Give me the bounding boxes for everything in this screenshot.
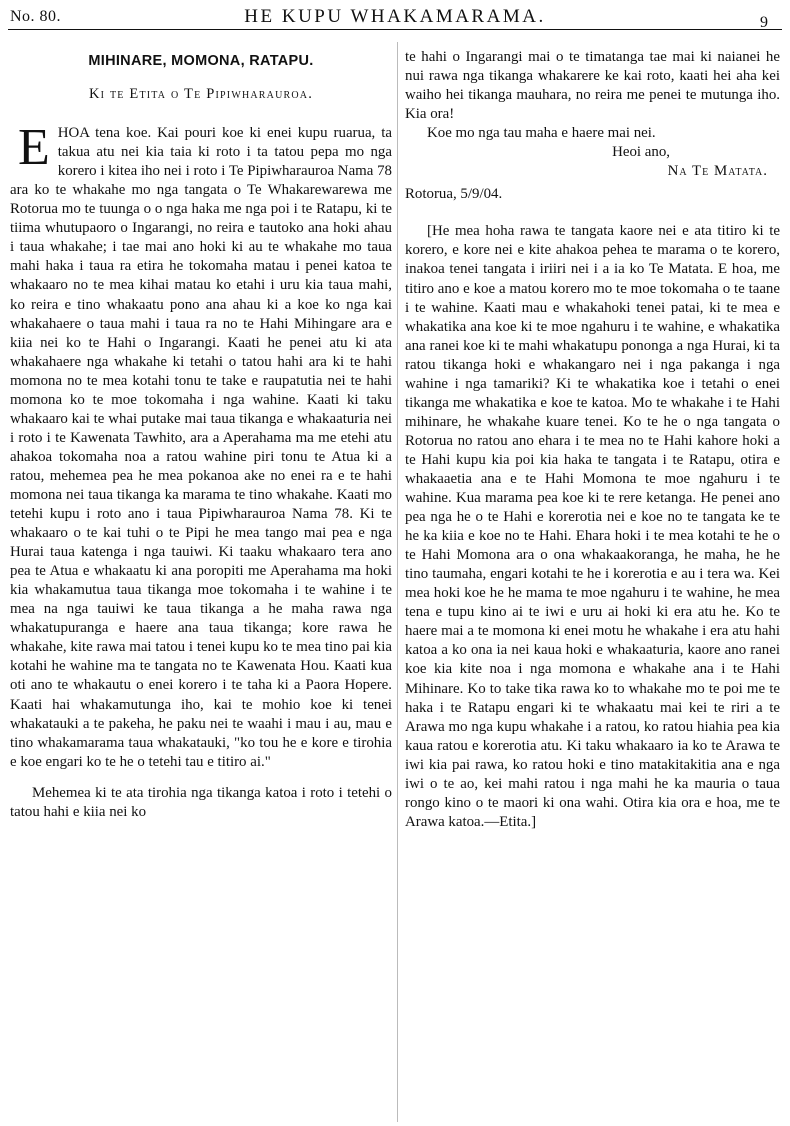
editor-reply: [He mea hoha rawa te tangata kaore nei e ata titiro ki te korero, e kore nei e kite ahakoa pehea te marama o te korero, inakoa tenei tangata i iriiri nei i a ia ko Te Matata. E hoa, me titiro ano e koe a matou korero mo te moe tokomaha o te taane i te wahine. Kaati mau e whakahoki tenei patai, ki te mea e whakatika ana koe ki te moe ngahuru i te wahine, e whakatika ana ranei koe ki te mahi whakatupu pononga a nga Hurai, ki ta ratou tikanga hoki e whakangaro nei i nga pakanga i nga wahine i nga tamariki? Ki te whakatika koe i tetahi o enei tikanga me whakatika e koe te katoa. Mo te whakahe i te Hahi mihinare, he whakahe kuare tenei. Ko te he o nga tangata o Rotorua no ratou ano ehara i te mea no te Hahi kahore hoki a te Hahi kupu kia poi kia haka te tangata i te Ratapu, otira e whakaaetia ana e te Hahi Momona te moe ngahuru i te wahine. Kua marama pea koe ki te rere ketanga. He penei ano pea nga he o te Hahi e korerotia nei e koe no te tangata ke te he ka kiia e koe no te Hahi. Ehara hoki i te mea kotahi te he o te Hahi Momona ara o ona whakaakoranga, he maha, he he tino taumaha, engari kotahi te he i korerotia e au i tera wa. Kei mea hoki koe he he mama te moe ngahuru i te wahine, he mea tena e tupu kino ai te iwi e uru ai hoki ki era atu he. Ko te haere mai a te momona ki enei motu he whakahe i era atu hahi katoa a ko ona ia nei kaua hoki e whakaaturia, kaore ano ranei koe kia kite noa i nga momona e whakahe ana i te Hahi Mihinare. Ko to take tika rawa ko to whakahe mo te poi me te haka i te Ratapu engari ki te whakaatu mai kei te riri a te Arawa mo nga kupu whakahe i a ratou, ko ratou hiahia pea kia kaua ratou e korerotia atu. Ki taku whakaaro ia ko te Arawa te iwi kia pai rawa, ko ratou hoki e tino matakitakitia ana e nga iwi o te ao, kei mahi ratou i nga mahi he ka mauria o taua rongo kino o te maori ki ona wahi. Otira kia ora e hoa, me te Arawa katoa.—Etita.] — [405, 223, 780, 830]
column-divider — [397, 42, 398, 1122]
page-number: 9 — [760, 14, 768, 31]
article-title: MIHINARE, MOMONA, RATAPU. — [88, 53, 314, 69]
header-rule — [8, 29, 782, 30]
letter-paragraph-1-text: HOA tena koe. Kai pouri koe ki enei kupu ruarua, ta takua atu nei kia taia ki roto i ta tatou pepa mo nga korero i kitea iho nei i roto i Te Pipiwharauroa Nama 78 ara ko te whakahe mo nga tangata o Te Whakarewarewa me Rotorua mo te tuunga o o nga haka me nga poi i te Ratapu, ki te tiima whutupaoro o Ingarangi, no reira e tautoko ana hoki ahau i taua whakahe; i tae mai ano hoki ki au te whakahe mo taua mahi haka i taua ra etira he tokomaha matau i penei katoa te whakaaro no te mea kihai matau ko etahi i uru kia taua mahi, ko reira e tino whakaatu pono ana ahau ki a koe ko nga kai whakahaere o taua mahi i taua ra no te Hahi Mihingare ara e kiia nei ko te Hahi o Ingarangi. Kaati he penei atu ki ata whakahaere nga whakahe ki tetahi o tatou hahi ara ki te hahi momona no te mea kotahi tonu te take e raupatutia nei te hahi momona ko te moe tokomaha i nga wahine. Kaati ki taku whakaaro kai te whai putake mai taua tikanga e whakaaturia nei i roto i te Kawenata Tawhito, ara a Aperahama ma me etehi atu ahakoa tokomaha noa a ratou wahine piri tonu te Atua ki a ratou, mehemea pea he mea pokanoa ake no enei ra e te hahi momona nei taua tikanga ka marama te tino whakahe. Kaati mo tetehi kupu i roto ano i taua Pipiwharauroa Nama 78. Ki te whakaaro o te kai tuhi o te Pipi he mea tango mai pea e nga Hurai taua katenga i nga tauiwi. Ki taaku whakaaro tera ano pea te Atua e whakaatu ki ana poropiti me Aperahama ma hoki kia whakamutua taua tikanga moe tokomaha i te wahine i te mea na nga tauiwi ke taua tikanga a he maha rawa nga whakatupuranga e haere ana taua tikanga; kore rawa he whakahe, kite rawa mai tatou i tenei kupu ko te mea tino pai kia kotahi he wahine ma te tangata no te Kawenata Hou. Kaati kua oti ano te whakautu o enei korero i te taha ki a Paora Hopere. Kaati hai whakamutunga iho, kai te mohio koe ki tenei whakatauki a te pakeha, he paku nei te waahi i mau i au, mau e tino whakamarama taua whakatauki, "ko tou he e kore e tirohia e koe engari ko te he o tetehi tau e titiro ai." — [10, 125, 392, 770]
letter-paragraph-2-continued: te hahi o Ingarangi mai o te timatanga tae mai ki naianei he nui rawa nga tikanga whakarere ke kai roto, kaati hei aha kei waiho hei tikanga mauhara, no reira me penei te mutunga iho. Kia ora! — [405, 49, 780, 123]
letter-paragraph-2: Mehemea ki te ata tirohia nga tikanga katoa i roto i tetehi o tatou hahi e kiia nei ko — [10, 784, 392, 820]
letter-paragraph-1 — [10, 119, 392, 772]
article-byline: Ki te Etita o Te Pipiwharauroa. — [88, 86, 314, 103]
letter-closing: Heoi ano, — [612, 144, 670, 161]
left-column — [10, 48, 392, 1118]
letter-paragraph-3: Koe mo nga tau maha e haere mai nei. — [427, 125, 656, 142]
right-column-flow — [405, 48, 780, 832]
page-header — [8, 4, 782, 34]
drop-cap: E — [18, 119, 50, 177]
running-title: HE KUPU WHAKAMARAMA. — [244, 6, 546, 27]
letter-signature: Na Te Matata. — [667, 163, 768, 180]
issue-number: No. 80. — [10, 8, 62, 25]
letter-place-date: Rotorua, 5/9/04. — [405, 186, 503, 203]
